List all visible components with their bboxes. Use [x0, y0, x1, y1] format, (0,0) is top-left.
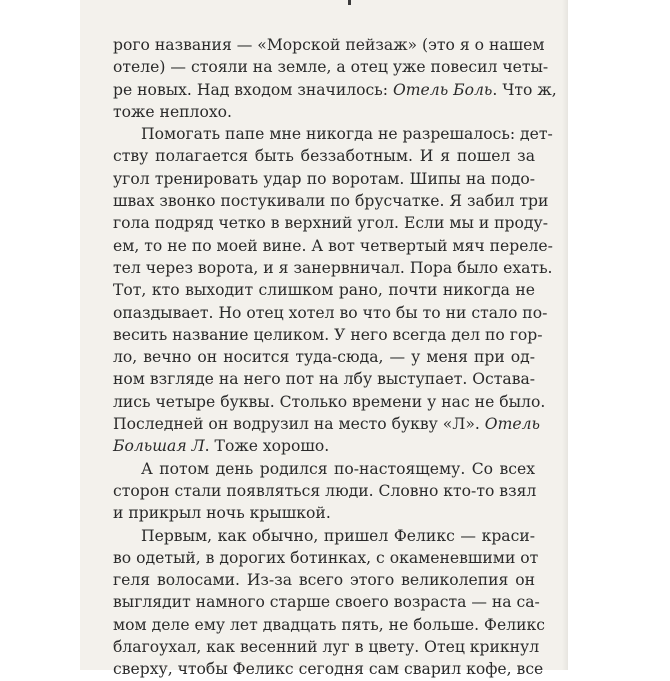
text-line: ло, вечно он носится туда-сюда, — у меня при од-	[113, 348, 535, 367]
text-line: отеле) — стояли на земле, а отец уже повесил четы-	[113, 58, 549, 77]
text-line: ре новых. Над входом значилось: Отель Боль. Что ж,	[113, 80, 557, 99]
text-line: угол тренировать удар по воротам. Шипы на подо-	[113, 169, 535, 188]
text-line: Последней он водрузил на место букву «Л». Отель	[113, 415, 541, 434]
text-line: сторон стали появляться люди. Словно кто-то взял	[113, 481, 537, 500]
text-line: выглядит намного старше своего возраста — на са-	[113, 593, 540, 612]
text-line: весить название целиком. У него всегда дел по гор-	[113, 325, 543, 344]
book-page	[80, 0, 568, 679]
text-line: Первым, как обычно, пришел Феликс — краси-	[141, 526, 535, 545]
text-line: мом деле ему лет двадцать пять, не больше. Феликс	[113, 615, 546, 634]
text-line: и прикрыл ночь крышкой.	[113, 504, 331, 523]
text-line: опаздывает. Но отец хотел во что бы то ни стало по-	[113, 303, 548, 322]
text-line: рого названия — «Морской пейзаж» (это я о нашем	[113, 36, 545, 54]
text-line: швах звонко постукивали по брусчатке. Я забил три	[113, 192, 549, 211]
text-line: благоухал, как весенний луг в цвету. Отец крикнул	[113, 638, 540, 657]
body-text	[113, 34, 557, 681]
italic-sign-text: Отель	[484, 415, 541, 434]
text-line: во одетый, в дорогих ботинках, с окаменевшими от	[113, 548, 539, 567]
page-mark	[348, 0, 351, 5]
italic-sign-text: Отель Боль	[392, 80, 493, 99]
text-line: ству полагается быть беззаботным. И я пошел за	[113, 147, 535, 166]
text-line: тел через ворота, и я занервничал. Пора было ехать.	[113, 258, 553, 277]
text-line: Тот, кто выходит слишком рано, почти никогда не	[113, 281, 535, 300]
text-line: тоже неплохо.	[113, 102, 232, 121]
text-line: сверху, чтобы Феликс сегодня сам сварил кофе, все	[113, 660, 544, 679]
text-line: геля волосами. Из-за всего этого великолепия он	[113, 571, 535, 590]
page-edge-shadow	[562, 0, 568, 670]
text-line: А потом день родился по-настоящему. Со всех	[141, 459, 535, 478]
text-line: Большая Л. Тоже хорошо.	[113, 437, 330, 456]
text-line: гола подряд четко в верхний угол. Если мы и проду-	[113, 214, 548, 233]
text-line: Помогать папе мне никогда не разрешалось: дет-	[141, 125, 553, 144]
text-line: ном взгляде на него пот на лбу выступает. Остава-	[113, 370, 536, 389]
text-line: лись четыре буквы. Столько времени у нас не было.	[113, 392, 546, 411]
italic-sign-text: Большая Л	[113, 437, 205, 456]
text-line: ем, то не по моей вине. А вот четвертый мяч переле-	[113, 236, 553, 255]
